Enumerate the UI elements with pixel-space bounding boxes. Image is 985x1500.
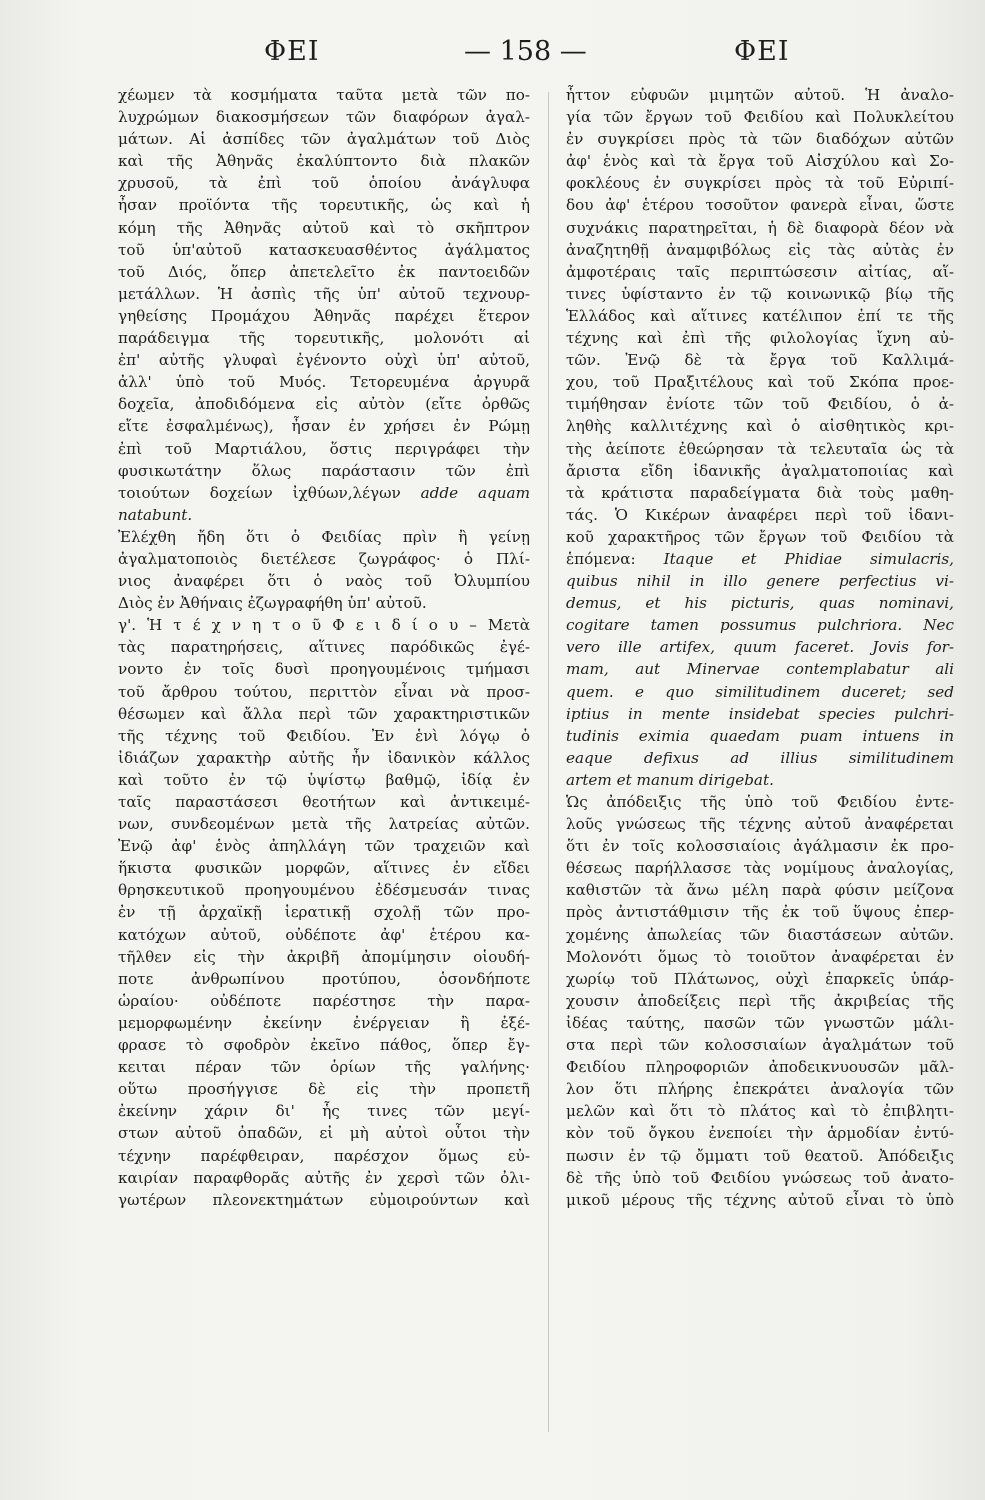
line-text: χομένης ἀπωλείας τῶν διαστάσεων αὐτῶν.: [566, 925, 954, 944]
latin-quote-text: tudinis eximia quaedam puam intuens in: [566, 726, 954, 745]
text-line: [566, 747, 954, 769]
line-text: πωσιν ἐν τῷ ὄμματι τοῦ θεατοῦ. Ἀπόδειξις: [566, 1146, 954, 1165]
line-text: λον ὅτι πλήρης ἐπεκράτει ἀναλογία τῶν: [566, 1080, 954, 1099]
text-line: [566, 1145, 954, 1167]
text-line: [566, 614, 954, 636]
text-line: [118, 393, 530, 415]
text-line: [118, 283, 530, 305]
line-text: ἑπόμενα:: [566, 549, 664, 568]
line-text: ἐν τῇ ἀρχαϊκῇ ἱερατικῇ σχολῇ τῶν προ-: [118, 903, 530, 922]
line-text: πρὸς ἀντιστάθμισιν τῆς ἐκ τοῦ ὕψους ἐπερ-: [566, 903, 954, 922]
line-text: καιρίαν παραφθορᾶς αὐτῆς ἐν χερσὶ τῶν ὀλι-: [118, 1168, 530, 1187]
text-line: [118, 172, 530, 194]
line-text: νων, συνδεομένων μετὰ τῆς λατρείας αὐτῶν.: [118, 815, 530, 834]
text-line: [566, 217, 954, 239]
line-text: ἦσαν προϊόντα τῆς τορευτικῆς, ὡς καὶ ἡ: [118, 196, 530, 215]
text-line: [118, 681, 530, 703]
line-text: ἀναζητηθῇ ἀναμφιβόλως εἰς τὰς αὐτὰς ἐν: [566, 240, 954, 259]
line-text: τῆς τέχνης τοῦ Φειδίου. Ἐν ἑνὶ λόγῳ ὁ: [118, 726, 530, 745]
line-text: ληθὴς καλλιτέχνης καὶ ὁ αἰσθητικὸς κρι-: [566, 417, 954, 436]
line-text: συχνάκις παρατηρεῖται, ἡ δὲ διαφορὰ δέον νὰ: [566, 218, 954, 237]
line-text: θέσεως παρήλλασσε τὰς νομίμους ἀναλογίας,: [566, 859, 954, 878]
text-line: [566, 769, 954, 791]
text-line: [118, 946, 530, 968]
text-line: [566, 636, 954, 658]
line-text: ὅτι ἐν τοῖς κολοσσιαίοις ἀγάλμασιν ἐκ προ-: [566, 837, 954, 856]
text-line: [566, 1100, 954, 1122]
text-line: [118, 1145, 530, 1167]
text-line: [566, 1056, 954, 1078]
line-text: κόμη τῆς Ἀθηνᾶς αὐτοῦ καὶ τὸ σκῆπτρον: [118, 218, 530, 237]
line-text: τοῦ ὑπ'αὐτοῦ κατασκευασθέντος ἀγάλματος: [118, 240, 530, 259]
latin-quote-text: natabunt.: [118, 505, 193, 524]
text-line: [118, 747, 530, 769]
text-line: [118, 261, 530, 283]
text-line: [566, 283, 954, 305]
line-text: θρησκευτικοῦ προηγουμένου ἐδέσμευσάν τινας: [118, 881, 530, 900]
line-text: νοντο ἐν τοῖς δυσὶ προηγουμένοις τμήμασι: [118, 660, 530, 679]
text-line: [566, 1189, 954, 1211]
text-line: [566, 703, 954, 725]
text-line: [118, 769, 530, 791]
text-line: [566, 106, 954, 128]
latin-quote-text: mam, aut Minervae contemplabatur ali: [566, 660, 954, 679]
text-line: [566, 857, 954, 879]
text-line: [118, 305, 530, 327]
line-text: τοῦ ἄρθρου τούτου, περιττὸν εἶναι νὰ προσ-: [118, 682, 530, 701]
text-line: [566, 371, 954, 393]
line-text: θέσωμεν καὶ ἄλλα περὶ τῶν χαρακτηριστικῶν: [118, 704, 530, 723]
line-text: δου ἀφ' ἑτέρου τοσοῦτον φανερὰ εἶναι, ὥστε: [566, 196, 954, 215]
line-text: μικοῦ μέρους τῆς τέχνης αὐτοῦ εἶναι τὸ ὑπὸ: [566, 1190, 954, 1209]
line-text: τιμήθησαν ἐνίοτε τῶν τοῦ Φειδίου, ὁ ἀ-: [566, 395, 954, 414]
text-line: [566, 901, 954, 923]
line-text: δὲ τῆς ὑπὸ τοῦ Φειδίου γνώσεως τοῦ ἀνατο-: [566, 1168, 954, 1187]
line-text: ἰδέας ταύτης, πασῶν τῶν γνωστῶν μάλι-: [566, 1013, 954, 1032]
text-line: [118, 990, 530, 1012]
text-line: [566, 1078, 954, 1100]
text-line: [566, 84, 954, 106]
latin-quote-text: cogitare tamen possumus pulchriora. Nec: [566, 616, 954, 635]
line-text: νιος ἀναφέρει ὅτι ὁ ναὸς τοῦ Ὀλυμπίου: [118, 572, 530, 591]
line-text: γ'. Ἡ τ έ χ ν η τ ο ῦ Φ ε ι δ ί ο υ – Μετὰ: [118, 616, 530, 635]
text-line: [566, 305, 954, 327]
text-line: [566, 924, 954, 946]
line-text: Φειδίου πληροφοριῶν ἀποδεικνυουσῶν μᾶλ-: [566, 1058, 954, 1077]
text-line: [118, 526, 530, 548]
line-text: χωρίῳ τοῦ Πλάτωνος, οὐχὶ ἐπαρκεῖς ὑπάρ-: [566, 969, 954, 988]
text-line: [118, 570, 530, 592]
text-line: [118, 194, 530, 216]
line-text: τῆλθεν εἰς τὴν ἀκριβῆ ἀπομίμησιν οἱουδή-: [118, 947, 530, 966]
text-line: [566, 990, 954, 1012]
text-line: [118, 857, 530, 879]
text-line: [118, 1078, 530, 1100]
text-line: [118, 901, 530, 923]
text-line: [118, 813, 530, 835]
line-text: χρυσοῦ, τὰ ἐπὶ τοῦ ὁποίου ἀνάγλυφα: [118, 174, 530, 193]
line-text: λυχρώμων διακοσμήσεων τῶν διαφόρων ἀγαλ-: [118, 108, 530, 127]
line-text: τὴς ἀείποτε ἐθεώρησαν τὰ τελευταῖα ὡς τὰ: [566, 439, 954, 458]
line-text: ἐπ' αὐτῆς γλυφαὶ ἐγένοντο οὐχὶ ὑπ' αὐτοῦ,: [118, 351, 530, 370]
text-line: [118, 415, 530, 437]
line-text: γία τῶν ἔργων τοῦ Φειδίου καὶ Πολυκλείτου: [566, 108, 954, 127]
text-line: [566, 393, 954, 415]
text-line: [566, 194, 954, 216]
text-line: [118, 592, 530, 614]
latin-quote-text: demus, et his picturis, quas nominavi,: [566, 594, 954, 613]
line-text: στων αὐτοῦ ὀπαδῶν, εἰ μὴ αὐτοὶ οὗτοι τὴν: [118, 1124, 530, 1143]
text-line: [118, 84, 530, 106]
latin-quote-text: iptius in mente insidebat species pulchri-: [566, 704, 954, 723]
line-text: μάτων. Αἱ ἀσπίδες τῶν ἀγαλμάτων τοῦ Διὸς: [118, 130, 530, 149]
line-text: μελῶν καὶ ὅτι τὸ πλάτος καὶ τὸ ἐπιβλητι-: [566, 1102, 954, 1121]
page-number: — 158 —: [464, 36, 587, 67]
line-text: φυσικωτάτην ὅλως παράστασιν τῶν ἐπὶ: [118, 461, 530, 480]
text-line: [118, 1056, 530, 1078]
line-text: ἀγαλματοποιὸς διετέλεσε ζωγράφος· ὁ Πλί-: [118, 549, 530, 568]
text-line: [118, 703, 530, 725]
line-text: ἐκείνην χάριν δι' ἧς τινες τῶν μεγί-: [118, 1102, 530, 1121]
text-line: [118, 968, 530, 990]
text-line: [118, 128, 530, 150]
text-line: [118, 1034, 530, 1056]
line-text: λοῦς γνώσεως τῆς τέχνης αὐτοῦ ἀναφέρεται: [566, 815, 954, 834]
line-text: εἴτε ἐσφαλμένως), ἦσαν ἐν χρήσει ἐν Ρώμῃ: [118, 417, 530, 436]
text-line: [566, 172, 954, 194]
line-text: κὸν τοῦ ὄγκου ἐνεποίει τὴν ἁρμοδίαν ἐντύ-: [566, 1124, 954, 1143]
line-text: ποτε ἀνθρωπίνου προτύπου, ὁσονδήποτε: [118, 969, 530, 988]
line-text: κοῦ χαρακτῆρος τῶν ἔργων τοῦ Φειδίου τὰ: [566, 527, 954, 546]
text-line: [566, 504, 954, 526]
latin-quote-text: eaque defixus ad illius similitudinem: [566, 748, 954, 767]
text-line: [566, 150, 954, 172]
text-line: [118, 879, 530, 901]
text-line: [566, 482, 954, 504]
text-line: [118, 482, 530, 504]
line-text: ἧττον εὐφυῶν μιμητῶν αὐτοῦ. Ἡ ἀναλο-: [566, 86, 954, 104]
latin-quote-text: quem. e quo similitudinem duceret; sed: [566, 682, 954, 701]
text-line: [566, 349, 954, 371]
line-text: Ἐνῷ ἀφ' ἑνὸς ἀπηλλάγη τῶν τραχειῶν καὶ: [118, 837, 530, 856]
line-text: Ἑλλάδος καὶ αἵτινες κατέλιπον ἐπί τε τῆς: [566, 306, 954, 325]
line-text: ἥκιστα φυσικῶν μορφῶν, αἵτινες ἐν εἴδει: [118, 859, 530, 878]
text-line: [118, 438, 530, 460]
text-line: [566, 460, 954, 482]
line-text: μετάλλων. Ἡ ἀσπὶς τῆς ὑπ' αὐτοῦ τεχνουρ-: [118, 284, 530, 303]
line-text: τέχνης καὶ ἐπὶ τῆς φιλολογίας ἴχνη αὐ-: [566, 329, 954, 348]
line-text: στα περὶ τῶν κολοσσιαίων ἀγαλμάτων τοῦ: [566, 1036, 954, 1055]
line-text: μεμορφωμένην ἐκείνην ἐνέργειαν ἢ ἐξέ-: [118, 1013, 530, 1032]
text-line: [566, 570, 954, 592]
text-line: [118, 327, 530, 349]
text-line: [566, 128, 954, 150]
line-text: οὕτω προσήγγισε δὲ εἰς τὴν προπετῆ: [118, 1080, 530, 1099]
latin-quote-text: vero ille artifex, quum faceret. Jovis for-: [566, 638, 954, 657]
line-text: καθιστῶν τὰ ἄνω μέλη παρὰ φύσιν μείζονα: [566, 881, 954, 900]
left-running-head: ΦΕΙ: [264, 36, 320, 67]
line-text: τοῦ Διός, ὅπερ ἀπετελεῖτο ἐκ παντοειδῶν: [118, 262, 530, 281]
text-line: [566, 415, 954, 437]
line-text: καὶ τῆς Ἀθηνᾶς ἐκαλύπτοντο διὰ πλακῶν: [118, 152, 530, 171]
line-text: γωτέρων πλεονεκτημάτων εὐμοιρούντων καὶ: [118, 1190, 530, 1209]
text-line: [566, 526, 954, 548]
line-text: ἐν συγκρίσει πρὸς τὰ τῶν διαδόχων αὐτῶν: [566, 130, 954, 149]
line-text: ὡραίου· οὐδέποτε παρέστησε τὴν παρα-: [118, 991, 530, 1010]
line-text: χουσιν ἀποδείξεις περὶ τῆς ἀκριβείας τῆς: [566, 991, 954, 1010]
line-text: τῶν. Ἐνῷ δὲ τὰ ἔργα τοῦ Καλλιμά-: [566, 351, 954, 370]
text-line: [566, 1034, 954, 1056]
text-line: [118, 239, 530, 261]
latin-quote-text: artem et manum dirigebat.: [566, 770, 774, 789]
text-line: [566, 725, 954, 747]
line-text: χέωμεν τὰ κοσμήματα ταῦτα μετὰ τῶν πο-: [118, 86, 530, 104]
text-line: [118, 636, 530, 658]
text-line: [566, 879, 954, 901]
text-line: [118, 924, 530, 946]
text-line: [566, 658, 954, 680]
latin-quote-text: quibus nihil in illo genere perfectius vi-: [566, 572, 954, 591]
line-text: ταῖς παραστάσεσι θεοτήτων καὶ ἀντικειμέ-: [118, 793, 530, 811]
text-line: [118, 791, 530, 813]
text-line: [566, 1122, 954, 1144]
text-line: [118, 217, 530, 239]
text-line: [118, 106, 530, 128]
line-text: ἰδιάζων χαρακτὴρ αὐτῆς ἦν ἰδανικὸν κάλλος: [118, 748, 530, 767]
text-line: [118, 1012, 530, 1034]
text-line: [118, 504, 530, 526]
line-text: ἐπὶ τοῦ Μαρτιάλου, ὅστις περιγράφει τὴν: [118, 439, 530, 458]
line-text: ἀφ' ἑνὸς καὶ τὰ ἔργα τοῦ Αἰσχύλου καὶ Σο-: [566, 152, 954, 171]
text-line: [566, 548, 954, 570]
line-text: κειται πέραν τῶν ὁρίων τῆς γαλήνης·: [118, 1058, 530, 1077]
text-line: [566, 1012, 954, 1034]
line-text: Ὡς ἀπόδειξις τῆς ὑπὸ τοῦ Φειδίου ἐντε-: [566, 793, 954, 811]
text-line: [118, 371, 530, 393]
text-line: [118, 150, 530, 172]
text-line: [566, 592, 954, 614]
text-line: [118, 349, 530, 371]
line-text: δοχεῖα, ἀποδιδόμενα εἰς αὐτὸν (εἴτε ὀρθῶς: [118, 395, 530, 414]
text-line: [118, 1100, 530, 1122]
latin-quote-text: Itaque et Phidiae simulacris,: [663, 549, 954, 568]
text-line: [118, 614, 530, 636]
column-divider: [548, 92, 549, 1432]
line-text: Διὸς ἐν Ἀθήναις ἐζωγραφήθη ὑπ' αὐτοῦ.: [118, 594, 427, 613]
text-line: [118, 1189, 530, 1211]
line-text: χου, τοῦ Πραξιτέλους καὶ τοῦ Σκόπα προε-: [566, 373, 954, 392]
line-text: φοκλέους ἐν συγκρίσει πρὸς τὰ τοῦ Εὐριπί-: [566, 174, 954, 193]
text-line: [566, 791, 954, 813]
line-text: Ἐλέχθη ἤδη ὅτι ὁ Φειδίας πρὶν ἢ γείνῃ: [118, 527, 530, 546]
text-line: [566, 813, 954, 835]
line-text: Μολονότι ὅμως τὸ τοιοῦτον ἀναφέρεται ἐν: [566, 947, 954, 966]
running-header: [0, 30, 985, 74]
text-line: [118, 725, 530, 747]
text-line: [566, 327, 954, 349]
text-line: [566, 1167, 954, 1189]
text-line: [566, 681, 954, 703]
text-line: [118, 460, 530, 482]
line-text: ἀλλ' ὑπὸ τοῦ Μυός. Τετορευμένα ἀργυρᾶ: [118, 373, 530, 392]
right-text-column: [566, 84, 954, 1211]
right-running-head: ΦΕΙ: [734, 36, 790, 67]
text-line: [566, 968, 954, 990]
text-line: [118, 658, 530, 680]
line-text: τὰς παρατηρήσεις, αἵτινες παρόδικῶς ἐγέ-: [118, 638, 530, 657]
latin-quote-text: adde aquam: [420, 483, 530, 502]
line-text: τινες ὑφίσταντο ἐν τῷ κοινωνικῷ βίῳ τῆς: [566, 284, 954, 303]
text-line: [118, 1122, 530, 1144]
text-line: [566, 261, 954, 283]
line-text: παράδειγμα τῆς τορευτικῆς, μολονότι αἱ: [118, 329, 530, 348]
line-text: γηθείσης Προμάχου Ἀθηνᾶς παρέχει ἕτερον: [118, 306, 530, 325]
text-line: [118, 835, 530, 857]
text-line: [566, 239, 954, 261]
line-text: τάς. Ὁ Κικέρων ἀναφέρει περὶ τοῦ ἰδανι-: [566, 505, 954, 524]
text-line: [566, 438, 954, 460]
line-text: τοιούτων δοχείων ἰχθύων,λέγων: [118, 483, 421, 502]
line-text: κατόχων αὐτοῦ, οὐδέποτε ἀφ' ἑτέρου κα-: [118, 925, 530, 944]
line-text: φρασε τὸ σφοδρὸν ἐκεῖνο πάθος, ὅπερ ἔγ-: [118, 1036, 530, 1055]
line-text: τέχνην παρέφθειραν, παρέσχον ὅμως εὐ-: [118, 1146, 530, 1165]
line-text: τὰ κράτιστα παραδείγματα διὰ τοὺς μαθη-: [566, 483, 954, 502]
text-line: [118, 548, 530, 570]
text-line: [118, 1167, 530, 1189]
line-text: καὶ τοῦτο ἐν τῷ ὑψίστῳ βαθμῷ, ἰδίᾳ ἐν: [118, 770, 530, 789]
left-text-column: [118, 84, 530, 1211]
line-text: ἄριστα εἴδη ἰδανικῆς ἀγαλματοποιίας καὶ: [566, 461, 954, 480]
text-line: [566, 946, 954, 968]
line-text: ἀμφοτέραις ταῖς περιπτώσεσιν αἰτίας, αἵ-: [566, 262, 954, 281]
text-line: [566, 835, 954, 857]
